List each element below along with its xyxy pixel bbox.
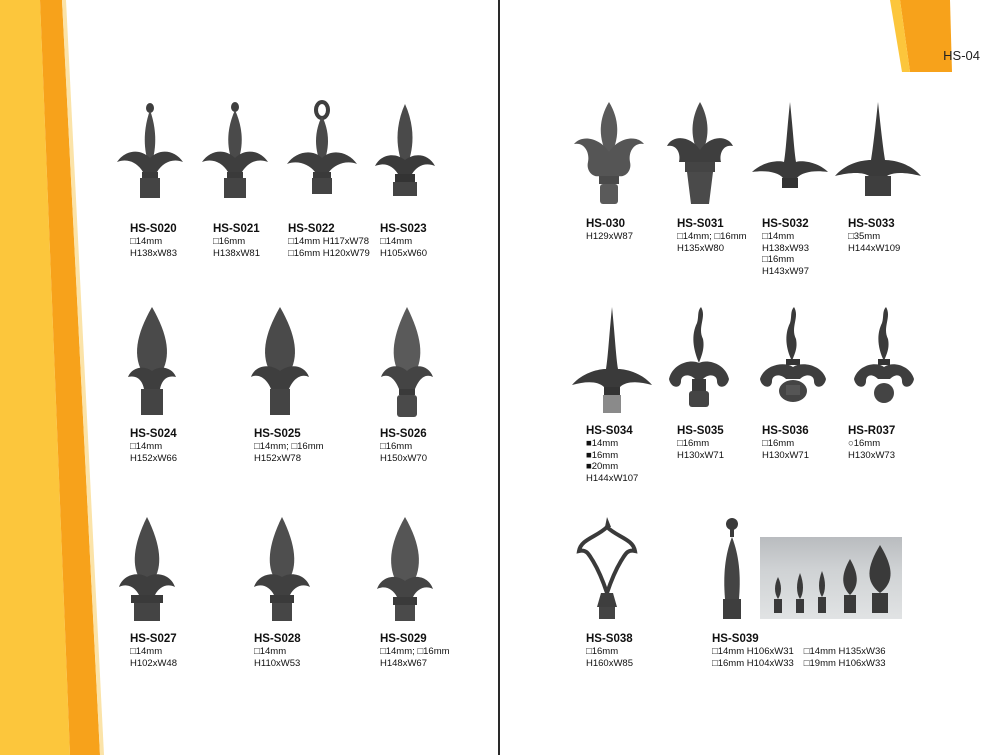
spec-line: H110xW53 bbox=[254, 657, 301, 669]
product-code: HS-S027 bbox=[130, 633, 177, 645]
hs-s028-caption bbox=[254, 632, 301, 669]
spec-line: □19mm H106xW33 bbox=[803, 657, 886, 669]
spec-line: H150xW70 bbox=[380, 452, 427, 464]
spike-hs-s038-image bbox=[575, 515, 640, 625]
hs-s021-caption bbox=[213, 222, 260, 259]
product-code: HS-S025 bbox=[254, 428, 301, 440]
hs-s038-caption bbox=[586, 632, 633, 669]
spec-line: □14mm bbox=[130, 236, 163, 247]
spec-line: H129xW87 bbox=[586, 231, 633, 242]
spike-hs-s032-image bbox=[750, 100, 830, 210]
product-code: HS-S039 bbox=[712, 633, 759, 645]
hs-r037-caption bbox=[848, 424, 895, 461]
product-code: HS-R037 bbox=[848, 425, 896, 437]
page-code: HS-04 bbox=[943, 48, 980, 63]
spec-line: □16mm bbox=[213, 236, 246, 247]
spike-hs-s021-image bbox=[200, 100, 270, 210]
product-code: HS-S036 bbox=[762, 425, 809, 437]
spec-line: □16mm bbox=[380, 441, 413, 452]
spec-line: □14mm; □16mm bbox=[254, 441, 324, 452]
hs-s023-caption bbox=[380, 222, 427, 259]
spike-hs-s029-image bbox=[373, 515, 438, 630]
spec-line: H152xW78 bbox=[254, 452, 301, 464]
spike-hs-s035-image bbox=[667, 305, 732, 415]
spec-line: H130xW71 bbox=[762, 449, 809, 461]
hs-s039-variants-photo bbox=[760, 537, 902, 619]
spec-line: □14mm bbox=[254, 646, 287, 657]
spike-hs-r037-image bbox=[852, 305, 917, 415]
spec-line: H130xW71 bbox=[677, 449, 724, 461]
spike-hs-030-image bbox=[572, 100, 647, 210]
spec-line: □16mm H120xW79 bbox=[288, 247, 370, 259]
spec-line: H102xW48 bbox=[130, 657, 177, 669]
spike-hs-s025-image bbox=[245, 305, 315, 425]
spec-line: □16mm bbox=[762, 438, 795, 449]
spec-line: ■14mm bbox=[586, 438, 619, 449]
product-code: HS-S038 bbox=[586, 633, 633, 645]
hs-s032-caption bbox=[762, 217, 809, 277]
product-code: HS-030 bbox=[586, 218, 625, 230]
spike-hs-s023-image bbox=[373, 100, 438, 210]
hs-s034-caption bbox=[586, 424, 638, 484]
spec-line: □14mm H106xW31 bbox=[712, 646, 794, 657]
hs-s029-caption bbox=[380, 632, 450, 669]
spike-hs-s024-image bbox=[122, 305, 182, 425]
spec-line: H143xW97 bbox=[762, 265, 809, 277]
decorative-stripes bbox=[0, 0, 110, 755]
spec-line: □14mm; □16mm bbox=[677, 231, 747, 242]
spec-line: H105xW60 bbox=[380, 247, 427, 259]
spec-line: H135xW80 bbox=[677, 242, 724, 254]
spec-line: H138xW83 bbox=[130, 247, 177, 259]
hs-s031-caption bbox=[677, 217, 747, 254]
product-code: HS-S028 bbox=[254, 633, 301, 645]
spec-line: H148xW67 bbox=[380, 657, 427, 669]
product-code: HS-S029 bbox=[380, 633, 427, 645]
hs-s026-caption bbox=[380, 427, 427, 464]
spec-line: ■16mm bbox=[586, 449, 619, 461]
spec-line: H130xW73 bbox=[848, 449, 895, 461]
hs-s033-caption bbox=[848, 217, 900, 254]
hs-s020-caption bbox=[130, 222, 177, 259]
spec-line: ○16mm bbox=[848, 438, 881, 449]
spec-line: □16mm bbox=[677, 438, 710, 449]
spec-line: □14mm H135xW36 bbox=[803, 646, 886, 657]
spec-line: □14mm H117xW78 bbox=[288, 236, 370, 247]
product-code: HS-S023 bbox=[380, 223, 427, 235]
spike-hs-s039-image bbox=[715, 515, 750, 625]
hs-s022-caption bbox=[288, 222, 370, 259]
spike-hs-s022-image bbox=[285, 100, 360, 210]
spike-hs-s028-image bbox=[250, 515, 315, 630]
product-code: HS-S024 bbox=[130, 428, 177, 440]
hs-s035-caption bbox=[677, 424, 724, 461]
spec-line: □16mm bbox=[586, 646, 619, 657]
spec-line: H144xW107 bbox=[586, 472, 639, 484]
product-code: HS-S020 bbox=[130, 223, 177, 235]
product-code: HS-S031 bbox=[677, 218, 724, 230]
spec-line: □35mm bbox=[848, 231, 881, 242]
spec-line: H160xW85 bbox=[586, 657, 633, 669]
spec-line: H138xW93 bbox=[762, 242, 809, 254]
product-code: HS-S033 bbox=[848, 218, 895, 230]
product-code: HS-S026 bbox=[380, 428, 427, 440]
spec-line: □14mm bbox=[380, 236, 413, 247]
spec-line: □14mm bbox=[130, 646, 163, 657]
spike-hs-s036-image bbox=[758, 305, 828, 415]
hs-s039-caption bbox=[712, 632, 886, 669]
hs-030-caption bbox=[586, 217, 633, 243]
spike-hs-s020-image bbox=[115, 100, 185, 210]
product-code: HS-S034 bbox=[586, 425, 633, 437]
spec-line: □14mm bbox=[762, 231, 795, 242]
hs-s025-caption bbox=[254, 427, 324, 464]
spike-hs-s034-image bbox=[570, 305, 655, 420]
spike-hs-s031-image bbox=[665, 100, 735, 210]
spec-line: H138xW81 bbox=[213, 247, 260, 259]
spec-line: □16mm bbox=[762, 254, 795, 265]
spec-line: ■20mm bbox=[586, 461, 619, 472]
spec-line: □14mm; □16mm bbox=[380, 646, 450, 657]
spec-line: □16mm H104xW33 bbox=[712, 657, 794, 669]
product-code: HS-S032 bbox=[762, 218, 809, 230]
hs-s024-caption bbox=[130, 427, 177, 464]
hs-s036-caption bbox=[762, 424, 809, 461]
spike-hs-s026-image bbox=[375, 305, 440, 425]
hs-s027-caption bbox=[130, 632, 177, 669]
product-code: HS-S035 bbox=[677, 425, 724, 437]
product-code: HS-S022 bbox=[288, 223, 335, 235]
spike-hs-s027-image bbox=[115, 515, 180, 630]
spec-line: H144xW109 bbox=[848, 242, 901, 254]
spike-hs-s033-image bbox=[833, 100, 923, 210]
spec-line: H152xW66 bbox=[130, 452, 177, 464]
spec-line: □14mm bbox=[130, 441, 163, 452]
product-code: HS-S021 bbox=[213, 223, 260, 235]
